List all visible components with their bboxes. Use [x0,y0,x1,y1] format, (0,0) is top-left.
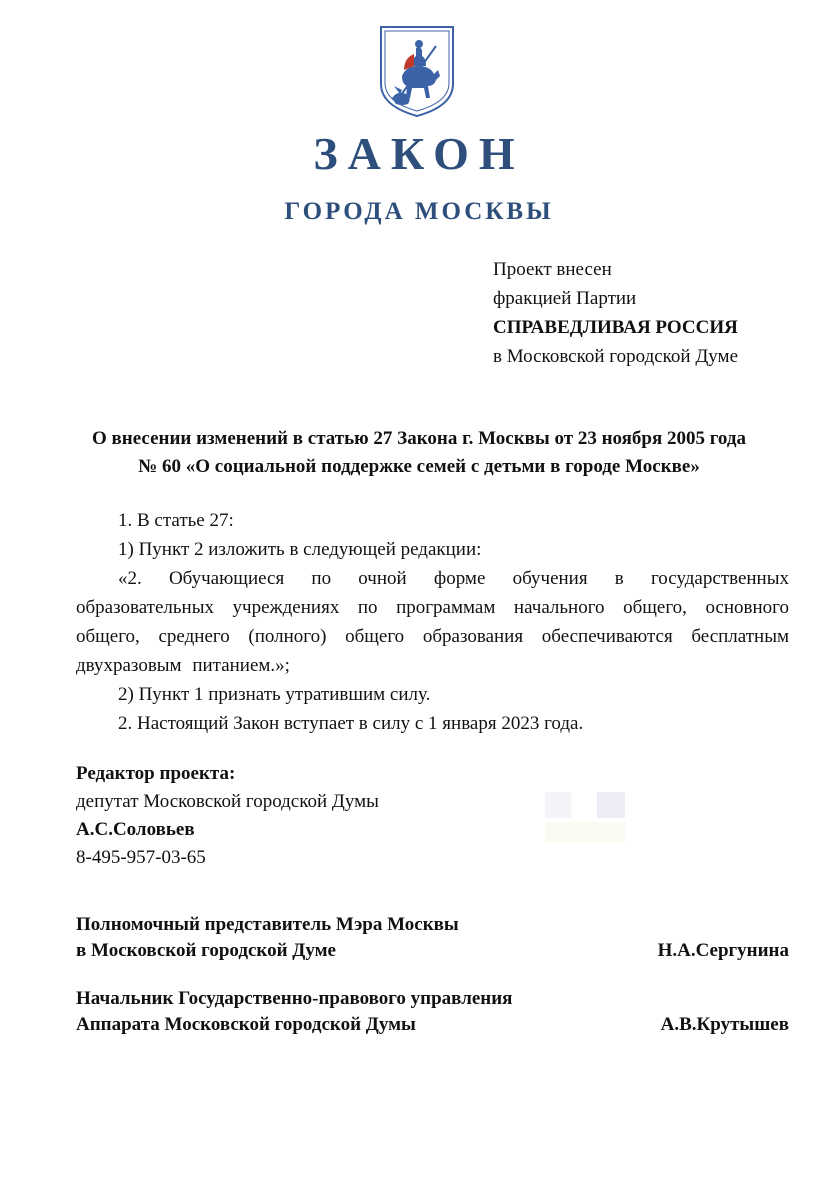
signature-block-2 [76,986,789,1038]
submitted-by-block [493,255,738,371]
law-heading-line-2: № 60 «О социальной поддержке семей с детьми в городе Москве» [138,456,700,477]
document-subtitle: ГОРОДА МОСКВЫ [284,198,554,225]
editor-block [76,760,379,872]
signature-2-title-line-2: Аппарата Московской городской Думы [76,1014,416,1035]
signature-1-title-line-2: в Московской городской Думе [76,940,336,961]
editor-position: депутат Московской городской Думы [76,791,379,812]
signature-1-title-line-1: Полномочный представитель Мэра Москвы [76,914,459,935]
submitted-line-4: в Московской городской Думе [493,346,739,367]
scan-smudge [545,790,627,846]
editor-name: А.С.Соловьев [76,819,195,840]
editor-label: Редактор проекта: [76,763,236,784]
signature-2-name: А.В.Крутышев [660,1014,789,1035]
moscow-coat-of-arms-icon [378,24,456,118]
party-name: СПРАВЕДЛИВАЯ РОССИЯ [493,317,738,338]
editor-phone: 8-495-957-03-65 [76,847,206,868]
signature-block-1 [76,912,789,964]
body-paragraph-1: 1. В статье 27: [118,510,234,531]
law-body [76,506,789,738]
submitted-line-2: фракцией Партии [493,288,637,309]
signature-2-title-line-1: Начальник Государственно-правового управления [76,988,513,1009]
submitted-line-1: Проект внесен [493,259,612,280]
body-paragraph-5: 2. Настоящий Закон вступает в силу с 1 января 2023 года. [118,713,584,734]
body-paragraph-4: 2) Пункт 1 признать утратившим силу. [118,684,431,705]
signature-1-name: Н.А.Сергунина [657,940,789,961]
document-title: ЗАКОН [313,128,525,179]
body-paragraph-3: «2. Обучающиеся по очной форме обучения в государственных образовательных учреждениях по программам начального общего, основного общего, среднего (полного) общего образования обеспечиваются бесплатным двухразовым питанием.»; [76,568,789,676]
law-heading [40,425,798,481]
body-paragraph-2: 1) Пункт 2 изложить в следующей редакции: [118,539,482,560]
law-heading-line-1: О внесении изменений в статью 27 Закона г. Москвы от 23 ноября 2005 года [92,428,746,449]
